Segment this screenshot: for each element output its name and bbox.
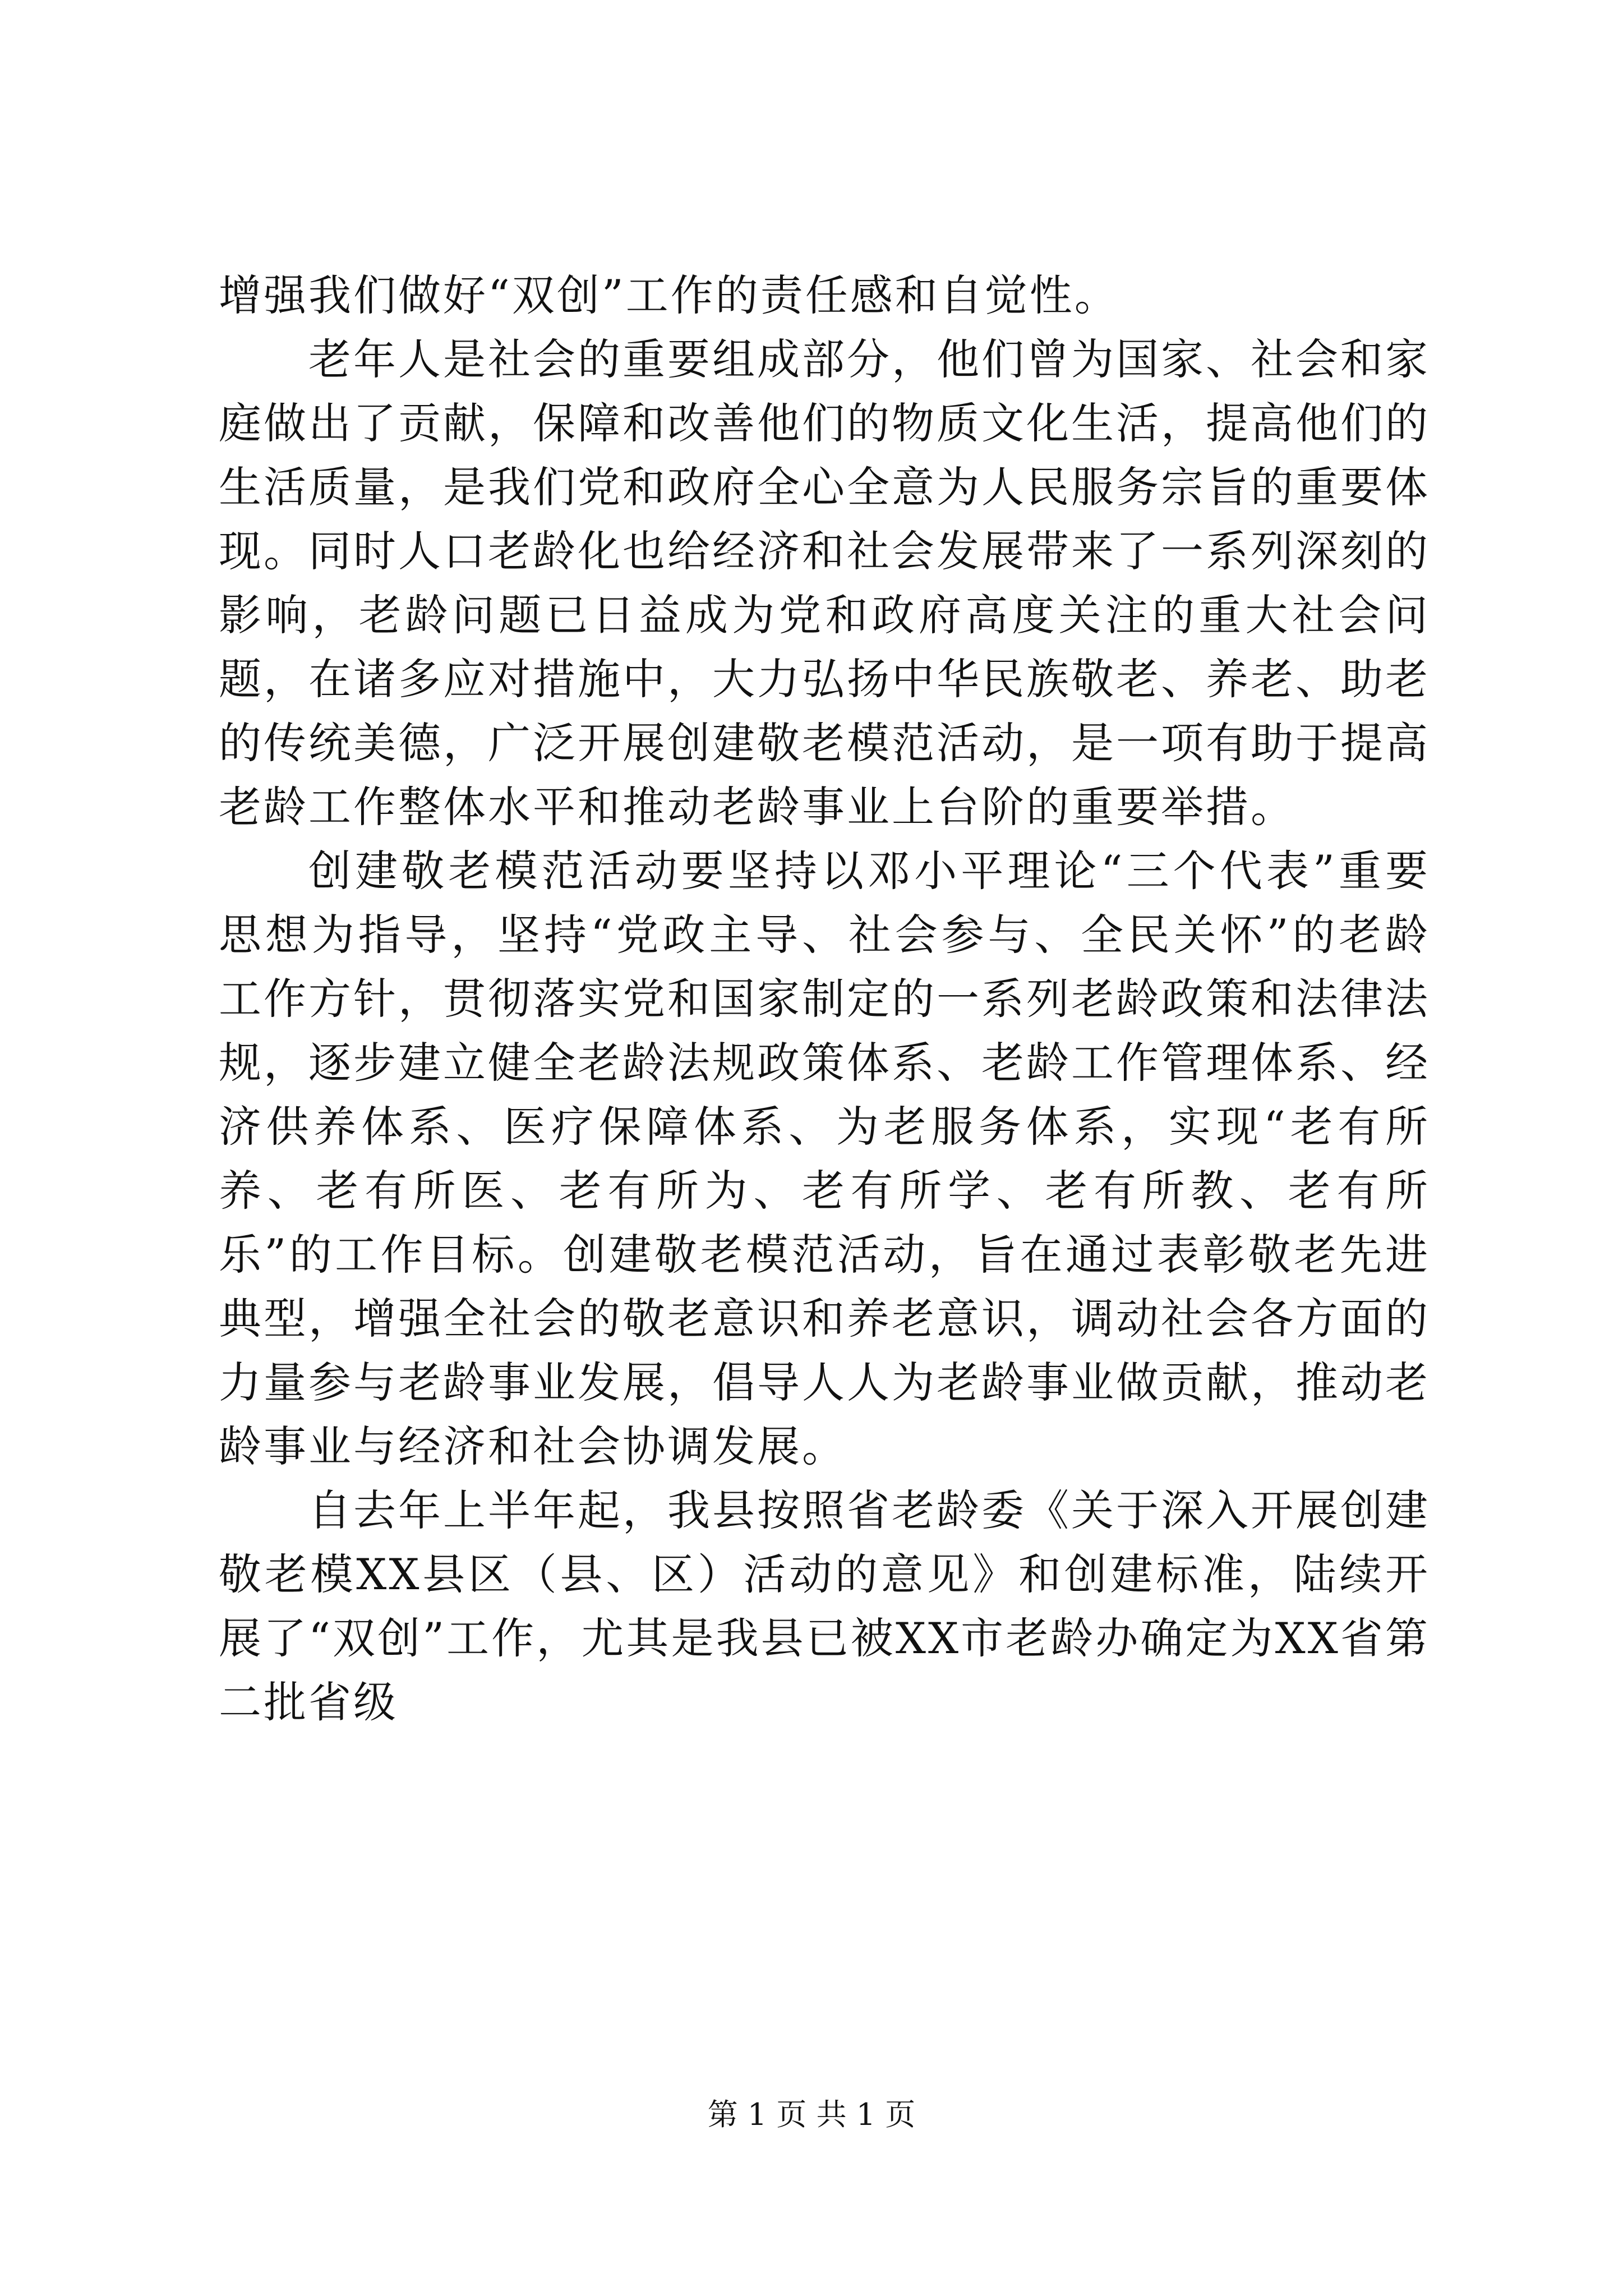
paragraph-1: 增强我们做好“双创”工作的责任感和自觉性。 (219, 270, 1119, 320)
paragraph-3: 创建敬老模范活动要坚持以邓小平理论“三个代表”重要思想为指导，坚持“党政主导、社会参与、全民关怀”的老龄工作方针，贯彻落实党和国家制定的一系列老龄政策和法律法规，逐步建立健全老龄法规政策体系、老龄工作管理体系、经济供养体系、医疗保障体系、为老服务体系，实现“老有所养、老有所医、老有所为、老有所学、老有所教、老有所乐”的工作目标。创建敬老模范活动，旨在通过表彰敬老先进典型，增强全社会的敬老意识和养老意识，调动社会各方面的力量参与老龄事业发展，倡导人人为老龄事业做贡献，推动老龄事业与经济和社会协调发展。 (219, 846, 1430, 1471)
document-body (219, 264, 1430, 1734)
paragraph-2: 老年人是社会的重要组成部分，他们曾为国家、社会和家庭做出了贡献，保障和改善他们的物质文化生活，提高他们的生活质量，是我们党和政府全心全意为人民服务宗旨的重要体现。同时人口老龄化也给经济和社会发展带来了一系列深刻的影响，老龄问题已日益成为党和政府高度关注的重大社会问题，在诸多应对措施中，大力弘扬中华民族敬老、养老、助老的传统美德，广泛开展创建敬老模范活动，是一项有助于提高老龄工作整体水平和推动老龄事业上台阶的重要举措。 (219, 334, 1430, 832)
paragraph-4: 自去年上半年起，我县按照省老龄委《关于深入开展创建敬老模XX县区（县、区）活动的意见》和创建标准，陆续开展了“双创”工作，尤其是我县已被XX市老龄办确定为XX省第二批省级 (219, 1485, 1430, 1727)
page-footer: 第 1 页 共 1 页 (707, 2097, 916, 2132)
